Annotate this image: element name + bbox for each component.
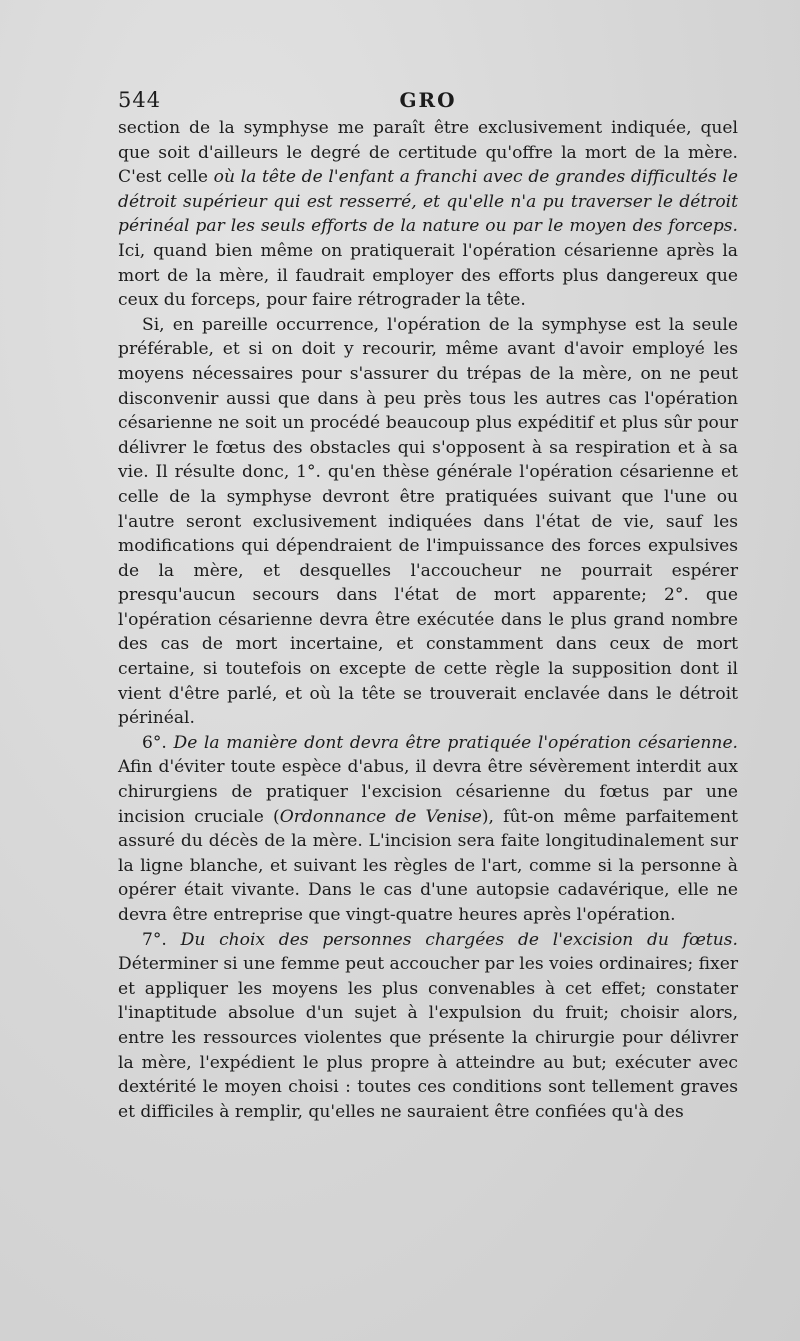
running-title: GRO (399, 88, 457, 112)
body-text (118, 116, 738, 1124)
paragraph-1 (118, 116, 738, 313)
paragraph-3-start: Afin d'éviter toute espèce d'abus, il devra être sévèrement interdit aux chirurgiens de pratiquer l'excision césarienne du fœtus par une incision cruciale ( (118, 757, 738, 827)
paragraph-1-start: section de la symphyse me paraît être exclusivement indiquée, quel que soit d'ailleurs le degré de certitude qu'offre la mort de la mère. C'est celle (118, 118, 738, 188)
section-6-heading: De la manière dont devra être pratiquée l'opération césarienne. (173, 732, 738, 753)
paragraph-4-text: Déterminer si une femme peut accoucher par les voies ordinaires; fixer et appliquer les moyens les plus convenables à cet effet; constater l'inaptitude absolue d'un sujet à l'expulsion du fruit; choisir alors, entre les ressources violentes que présente la chirurgie pour délivrer la mère, l'expédient le plus propre à atteindre au but; exécuter avec dextérité le moyen choisi : toutes ces conditions sont tellement graves et difficiles à remplir, qu'elles ne sauraient être confiées qu'à des (118, 954, 738, 1122)
paragraph-1-italic: où la tête de l'enfant a franchi avec de grandes difficultés le détroit supérieur qui est resserré, et qu'elle n'a pu traverser le détroit périnéal par les seuls efforts de la nature ou par le moyen des forceps. (118, 167, 738, 237)
paragraph-3-citation: Ordonnance de Venise (279, 806, 482, 827)
paragraph-1-end: Ici, quand bien même on pratiquerait l'opération césarienne après la mort de la mère, il faudrait employer des efforts plus dangereux que ceux du forceps, pour faire rétrograder la tête. (118, 240, 738, 311)
book-page (118, 84, 738, 1124)
section-7-number: 7°. (142, 929, 181, 950)
section-7-heading: Du choix des personnes chargées de l'excision du fœtus. (180, 929, 738, 950)
paragraph-3-end: ), fût-on même parfaitement assuré du décès de la mère. L'incision sera faite longitudinalement sur la ligne blanche, et suivant les règles de l'art, comme si la personne à opérer était vivante. Dans le cas d'une autopsie cadavérique, elle ne devra être entreprise que vingt-quatre heures après l'opération. (118, 806, 738, 925)
paragraph-4 (118, 928, 738, 1125)
page-number: 544 (118, 88, 162, 112)
paragraph-3 (118, 731, 738, 928)
section-6-number: 6°. (142, 732, 174, 753)
running-head (118, 84, 738, 116)
paragraph-2: Si, en pareille occurrence, l'opération de la symphyse est la seule préférable, et si on doit y recourir, même avant d'avoir employé les moyens nécessaires pour s'assurer du trépas de la mère, on ne peut disconvenir aussi que dans à peu près tous les autres cas l'opération césarienne ne soit un procédé beaucoup plus expéditif et plus sûr pour délivrer le fœtus des obstacles qui s'opposent à sa respiration et à sa vie. Il résulte donc, 1°. qu'en thèse générale l'opération césarienne et celle de la symphyse devront être pratiquées suivant que l'une ou l'autre seront exclusivement indiquées dans l'état de vie, sauf les modifications qui dépendraient de l'impuissance des forces expulsives de la mère, et desquelles l'accoucheur ne pourrait espérer presqu'aucun secours dans l'état de mort apparente; 2°. que l'opération césarienne devra être exécutée dans le plus grand nombre des cas de mort incertaine, et constamment dans ceux de mort certaine, si toutefois on excepte de cette règle la supposition dont il vient d'être parlé, et où la tête se trouverait enclavée dans le détroit périnéal. (118, 314, 738, 729)
